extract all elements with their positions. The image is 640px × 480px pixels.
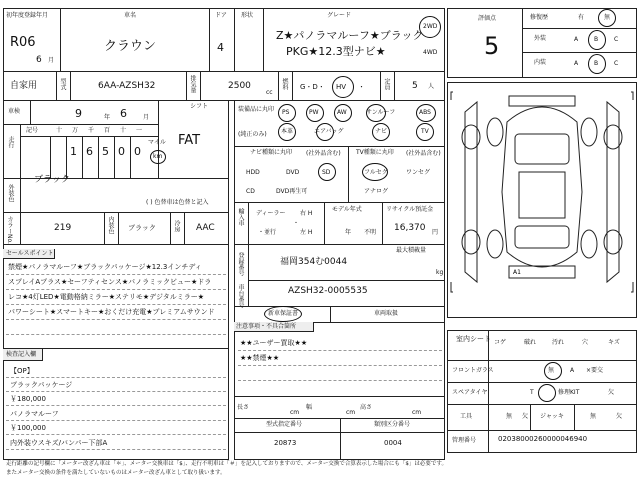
recycle-label: リサイクル預託金 [386, 206, 434, 213]
dim-height: 高さ [360, 404, 373, 411]
seat-item-4: 穴 [582, 339, 589, 346]
inspection-year-unit: 年 [104, 114, 111, 121]
type-value: 6AA-AZSH32 [98, 81, 156, 91]
reg-month-value: 6 [36, 55, 42, 65]
model-year-unit: 年 [345, 229, 352, 236]
footer-line-2: またメーター交換の条件を満たしていないものはメーター改ざん車として取り扱います。 [6, 470, 226, 476]
navi-dvd-play: DVD再生可 [276, 188, 308, 195]
interior-color-label: 内装色 [107, 216, 114, 234]
seat-item-1: コゲ [494, 339, 507, 346]
repair-no: 無 [604, 14, 611, 21]
dim-width-unit: cm [346, 409, 356, 416]
spare-item-missing: 欠 [608, 389, 615, 396]
exterior-note: ( ) 色替車は色替と記入 [146, 199, 209, 206]
fuel-options: G・D・ [300, 83, 325, 91]
glass-item-a: A [570, 367, 575, 374]
max-load-label: 最大積載量 [396, 247, 427, 254]
repair-label: 修復歴 [530, 14, 549, 21]
mileage-h-3: 千 [88, 127, 95, 134]
options-line-3: ￥180,000 [10, 395, 46, 403]
repair-yes: 有 [578, 14, 585, 21]
mileage-digit-2: 6 [86, 145, 93, 158]
capacity-value: 5 [412, 81, 418, 91]
class-value: 0004 [384, 439, 402, 447]
dim-height-unit: cm [412, 409, 422, 416]
tv-label: TV種類に丸印 [356, 149, 394, 156]
shift-value: FAT [178, 133, 201, 148]
chassis-label: 車台番号 [237, 284, 244, 308]
exterior-label: 外装色 [7, 184, 14, 202]
import-right: 右 H [300, 210, 313, 217]
inspection-year: 9 [75, 107, 82, 120]
model-value: クラウン [104, 39, 157, 54]
cc-unit: cc [266, 89, 273, 96]
navi-label: ナビ種類に丸印 [250, 149, 293, 156]
mileage-unit-mile: マイル [148, 139, 166, 146]
mileage-h-5: 十 [120, 127, 127, 134]
bracket-right [631, 92, 633, 292]
recycle-value: 16,370 [394, 223, 426, 233]
mileage-digit-1: 1 [70, 145, 77, 158]
dim-width: 幅 [306, 404, 313, 411]
spare-item-kit: 修理KIT [558, 389, 580, 396]
glass-item-replace: ×要交 [586, 367, 604, 374]
jack-label: ジャッキ [540, 413, 564, 420]
options-line-4: パノラマルーフ [10, 410, 59, 418]
registration-label: 登録番号 [237, 252, 244, 276]
sales-points-label: セールスポイント [6, 250, 54, 257]
reg-year-value: R06 [10, 35, 36, 50]
drive-2wd: 2WD [423, 23, 438, 30]
options-line-5: ￥100,000 [10, 424, 46, 432]
tool-item-none: 無 [506, 413, 513, 420]
jack-item-none: 無 [590, 413, 597, 420]
max-load-unit: kg [436, 269, 444, 276]
tool-item-missing: 欠 [522, 413, 529, 420]
options-line-1: 【OP】 [10, 367, 34, 375]
roof [519, 172, 565, 218]
fuel-rest: ・ [358, 83, 365, 91]
color-no-label: カラーNo. [6, 216, 13, 244]
windshield [515, 134, 569, 164]
inspection-month-unit: 月 [143, 114, 150, 121]
jack-item-missing: 欠 [616, 413, 623, 420]
car-diagram [447, 82, 637, 318]
navi-cd: CD [246, 188, 255, 195]
wheel-fr [581, 118, 597, 146]
equip-aw: AW [337, 109, 347, 116]
model-year-unknown: 不明 [364, 229, 377, 236]
diagram-marker: A1 [513, 269, 521, 276]
registration-value: 福岡354む0044 [280, 257, 348, 267]
equip-airbag: エアバッグ [314, 128, 344, 135]
seat-item-5: キズ [608, 339, 620, 346]
import-parallel: ・並行 [258, 229, 277, 236]
spare-item-t: T [530, 389, 534, 396]
rear-window [515, 226, 569, 248]
color-no-value: 219 [54, 223, 72, 233]
mileage-h-sign: 記号 [26, 127, 39, 134]
import-dot: ・ [293, 220, 300, 227]
exterior-value: ブラック [34, 175, 70, 185]
equipment-label: 装備品に丸印 [238, 106, 275, 113]
bracket-left [451, 92, 453, 292]
navi-dvd: DVD [286, 169, 300, 176]
sales-line-4: パワーシート★スマートキー★おくだけ充電★プレミアムサウンド [8, 308, 215, 316]
tv-sub: (社外品含む) [406, 150, 441, 157]
reg-year-label: 初年度登録年月 [6, 12, 49, 19]
mileage-unit-km: km [153, 153, 163, 160]
sales-line-2: スプレイAプラス★セーフティセンス★パノラミックビュー★ドラ [8, 278, 212, 286]
score-value: 5 [484, 32, 500, 60]
int-grade-a: A [574, 60, 579, 67]
inspection-label: 車検 [8, 108, 21, 115]
right-side-view [607, 102, 619, 282]
mileage-h-1: 十 [56, 127, 63, 134]
options-line-2: ブラックパッケージ [10, 381, 73, 389]
grade-line2: PKG★12.3型ナビ★ [286, 45, 386, 58]
front-bumper [509, 96, 575, 106]
class-label: 類別区分番号 [374, 421, 411, 428]
chassis-value: AZSH32-0005535 [288, 286, 368, 296]
footer-line-1: 走行距離の記号欄に「メーター改ざん車は「＊」、メーター交換車は「$」、走行不明車は「＃」を記入しておりますので、メーター交換で合算表示した場合にも「$」は必要です。 [6, 461, 447, 467]
model-year-label: モデル年式 [332, 206, 362, 213]
ext-grade-c: C [614, 36, 619, 43]
tool-label: 工具 [460, 413, 473, 420]
reg-month-unit: 月 [48, 57, 55, 64]
glass-item-none: 無 [548, 367, 555, 374]
equip-sunroof: サンルーフ [366, 109, 396, 116]
tv-analog: アナログ [364, 188, 389, 195]
equipment-sub: (純正のみ) [238, 131, 267, 138]
usage-value: 自家用 [10, 81, 38, 91]
displacement-label: 排気量 [189, 75, 196, 93]
import-label: 輸入車 [237, 208, 244, 226]
ac-label: 冷房 [173, 220, 180, 232]
manage-value: 02038000260000046940 [498, 435, 588, 443]
warranty-label: 新車保証書 [268, 310, 299, 317]
ext-grade-b: B [594, 36, 599, 43]
mileage-digit-3: 5 [102, 145, 109, 158]
type-spec-label: 型式指定番号 [266, 421, 303, 428]
navi-sub: (社外品含む) [306, 150, 341, 157]
fuel-hv: HV [336, 83, 347, 91]
import-dealer: ディーラー [256, 210, 286, 217]
navi-hdd: HDD [246, 169, 260, 176]
left-side-view [465, 102, 477, 282]
drive-4wd: 4WD [423, 49, 438, 56]
type-label: 型式 [59, 78, 66, 90]
dim-length-unit: cm [290, 409, 300, 416]
door-value: 4 [217, 41, 224, 54]
fuel-label: 燃料 [281, 78, 288, 90]
wheel-rr [581, 230, 597, 258]
navi-sd: SD [322, 169, 331, 176]
score-label: 評価点 [478, 15, 497, 22]
equip-navi: ナビ [375, 128, 388, 135]
mileage-h-2: 万 [72, 127, 79, 134]
mileage-digit-5: 0 [134, 145, 141, 158]
tv-oneseg: ワンセグ [406, 169, 431, 176]
mileage-label: 走行 [7, 136, 14, 148]
interior-score-label: 内装 [534, 59, 547, 66]
ext-grade-a: A [574, 36, 579, 43]
warranty-maintenance: 車両取扱 [374, 310, 399, 317]
equip-ps: PS [282, 109, 290, 116]
int-grade-c: C [614, 60, 619, 67]
seat-item-3: 汚れ [552, 339, 565, 346]
mileage-h-4: 百 [104, 127, 111, 134]
recycle-unit: 円 [432, 229, 439, 236]
model-label: 車名 [124, 12, 137, 19]
notes-line-2: ★★禁煙★★ [240, 354, 280, 362]
dim-length: 長さ [237, 404, 250, 411]
import-left: 左 H [300, 229, 313, 236]
mileage-h-6: 一 [136, 127, 143, 134]
manage-label: 管理番号 [452, 437, 477, 444]
grade-line1: Z★パノラマルーフ★ブラック [276, 29, 424, 42]
options-label: 検査記入欄 [6, 351, 37, 358]
seat-label: 室内シート [456, 335, 491, 343]
spare-label: スペアタイヤ [452, 389, 488, 396]
sales-line-1: 禁煙★パノラマルーフ★ブラックパッケージ★12.3インチディ [8, 263, 202, 271]
displacement-value: 2500 [228, 81, 251, 91]
car-body-top-view [502, 107, 582, 267]
wheel-rl [487, 230, 503, 258]
seat-item-2: 破れ [524, 339, 537, 346]
notes-label: 注意事項・不具合箇所 [236, 323, 297, 330]
grade-label: グレード [327, 12, 352, 19]
glass-label: フロントガラス [452, 367, 494, 374]
ac-value: AAC [196, 223, 215, 233]
door-label: ドア [215, 12, 227, 19]
capacity-label: 定員 [383, 78, 390, 90]
shape-label: 形状 [241, 12, 254, 19]
interior-color-value: ブラック [128, 224, 156, 232]
type-spec-value: 20873 [274, 439, 297, 447]
inspection-month: 6 [120, 107, 127, 120]
capacity-unit: 人 [428, 83, 435, 90]
options-line-6: 内外装ウスキズ/バンパー下部A [10, 439, 108, 447]
sales-line-3: レコ★4灯LED★電動格納ミラー★ステリモ★デジタルミラー★ [8, 293, 204, 301]
tv-fullseg: フルセグ [364, 169, 388, 176]
equip-pw: PW [309, 109, 319, 116]
exterior-score-label: 外装 [534, 35, 547, 42]
shift-label: シフト [190, 103, 209, 110]
int-grade-b: B [594, 60, 599, 67]
mileage-digit-4: 0 [118, 145, 125, 158]
equip-leather: 本革 [281, 128, 294, 135]
equip-abs: ABS [419, 109, 431, 116]
wheel-fl [487, 118, 503, 146]
equip-tv: TV [421, 128, 429, 135]
notes-line-1: ★★ユーザー買取★★ [240, 339, 308, 347]
